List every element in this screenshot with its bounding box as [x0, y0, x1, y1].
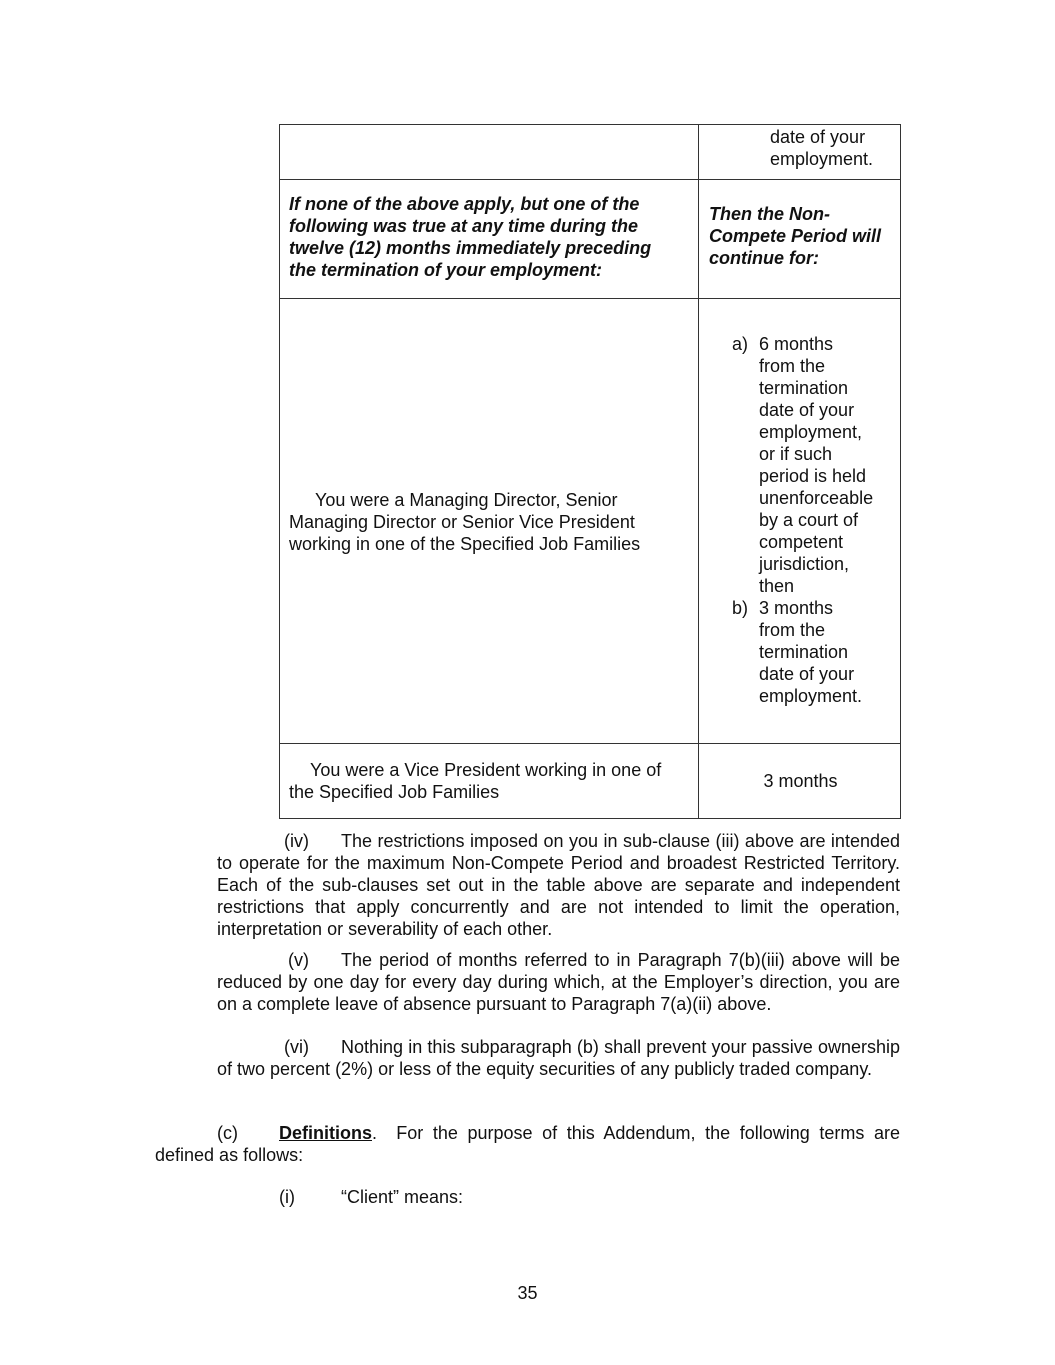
definitions-heading: Definitions [279, 1123, 372, 1143]
table-cell: 3 months [699, 744, 901, 819]
list-line: jurisdiction, [759, 553, 850, 574]
paragraph-text: “Client” means: [341, 1187, 464, 1207]
table-row [280, 744, 901, 819]
list-marker: b) [731, 597, 748, 618]
heading-punctuation: . [372, 1123, 378, 1143]
paragraph-v [217, 949, 900, 1015]
list-line: 3 months [759, 597, 834, 618]
list-line: termination [759, 377, 849, 398]
clause-number: (v) [288, 950, 309, 970]
period-list [699, 333, 900, 707]
clause-number: (iv) [284, 831, 309, 851]
list-item [699, 333, 900, 597]
list-line: then [759, 575, 795, 596]
paragraph-text: The restrictions imposed on you in sub-clause (iii) above are intended to operate for the maximum Non-Compete Period and broadest Restricted Territory. Each of the sub-clauses set out in the table above are separate and independent restrictions that apply concurrently and are not intended to limit the operation, interpretation or severability of each other. [217, 831, 900, 939]
list-line: or if such [759, 443, 833, 464]
list-marker: a) [731, 333, 748, 354]
list-item [699, 597, 900, 707]
list-line: termination [759, 641, 849, 662]
header-line: following was true at any time during the [289, 215, 639, 236]
header-line: Compete Period will [709, 225, 882, 246]
table-header-row [280, 180, 901, 299]
list-line: employment, [759, 421, 863, 442]
table-cell [280, 299, 699, 744]
list-line: from the [759, 355, 826, 376]
cell-line: the Specified Job Families [289, 782, 500, 802]
clause-number: (c) [217, 1123, 238, 1143]
cell-line: You were a Vice President working in one of [310, 760, 662, 780]
list-line: date of your [759, 663, 855, 684]
paragraph-vi [217, 1036, 900, 1080]
non-compete-table [279, 124, 901, 819]
cell-line: employment. [770, 149, 874, 169]
cell-line: working in one of the Specified Job Families [289, 534, 641, 554]
table-cell [280, 744, 699, 819]
list-line: employment. [759, 685, 863, 706]
list-line: unenforceable [759, 487, 874, 508]
cell-line: Managing Director or Senior Vice President [289, 512, 635, 532]
clause-number: (i) [279, 1187, 295, 1207]
list-line: competent [759, 531, 844, 552]
list-line: period is held [759, 465, 867, 486]
cell-line: You were a Managing Director, Senior [315, 490, 618, 510]
table-cell [699, 299, 901, 744]
list-line: from the [759, 619, 826, 640]
paragraph-text: For the purpose of this Addendum, the following terms are defined as follows: [155, 1123, 900, 1165]
table-header-cell-period [699, 180, 901, 299]
header-line: continue for: [709, 247, 819, 268]
paragraph-c [155, 1122, 900, 1166]
clause-number: (vi) [284, 1037, 309, 1057]
list-line: date of your [759, 399, 855, 420]
list-line: 6 months [759, 333, 834, 354]
table-row [280, 299, 901, 744]
paragraph-text: Nothing in this subparagraph (b) shall prevent your passive ownership of two percent (2%) or less of the equity securities of any publicly traded company. [217, 1037, 900, 1079]
table-cell [280, 125, 699, 180]
paragraph-i [279, 1186, 463, 1208]
header-line: Then the Non- [709, 203, 830, 224]
list-line: by a court of [759, 509, 859, 530]
header-line: the termination of your employment: [289, 259, 603, 280]
table-header-cell-condition [280, 180, 699, 299]
paragraph-text: The period of months referred to in Paragraph 7(b)(iii) above will be reduced by one day for every day during which, at the Employer’s direction, you are on a complete leave of absence pursuant to Paragraph 7(a)(ii) above. [217, 950, 900, 1014]
page-number: 35 [517, 1283, 538, 1303]
cell-line: date of your [770, 127, 866, 147]
table-row [280, 125, 901, 180]
header-line: twelve (12) months immediately preceding [289, 237, 652, 258]
paragraph-iv [217, 830, 900, 940]
header-line: If none of the above apply, but one of the [289, 193, 640, 214]
table-cell [699, 125, 901, 180]
